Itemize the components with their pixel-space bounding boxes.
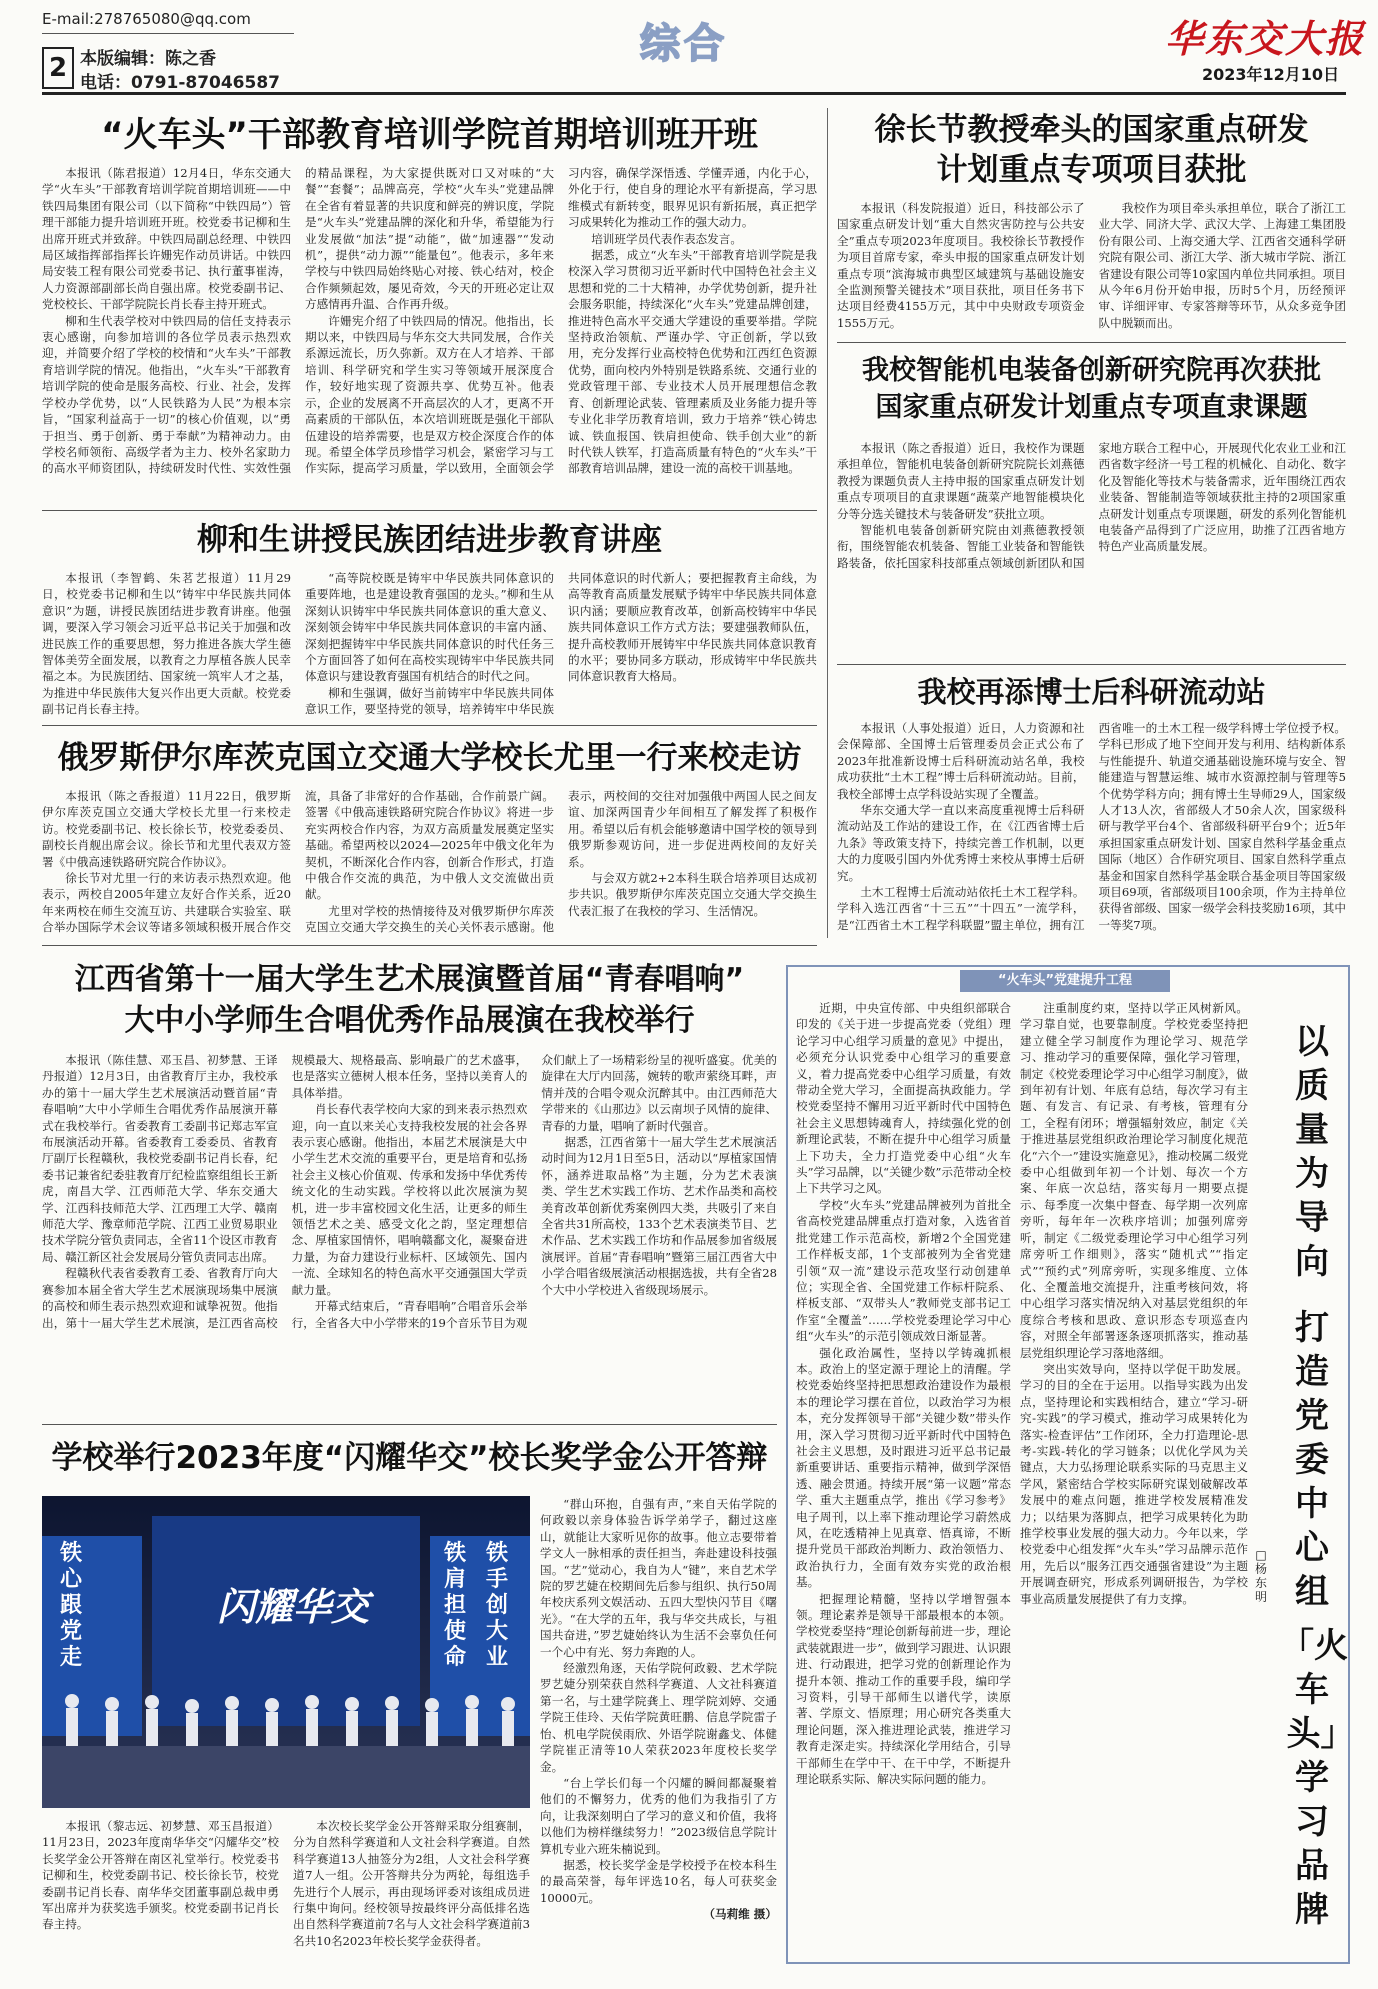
article-paragraph: 本报讯（李智鹤、朱茗艺报道）11月29日，校党委书记柳和生以“铸牢中华民族共同体意识”为题，讲授民族团结进步教育讲座。他强调，要深入学习领会习近平总书记关于加强和改进民族工作的重要思想，努力推进各族大学生德智体美劳全面发展，以教育之力厚植各族人民幸福之本。为民族团结、国家统一筑牢人才之基，为推进中华民族伟大复兴作出更大贡献。校党委副书记肖长春主持。 [42, 571, 291, 717]
article-paragraph: “台上学长们每一个闪耀的瞬间都凝聚着他们的不懈努力，优秀的他们为我指引了方向，让我深刻明白了学习的意义和价值，我将以他们为榜样继续努力！”2023级信息学院计算机专业六班朱楠说到。 [540, 1775, 777, 1856]
photo-banner-left: 铁心跟党走 [60, 1541, 83, 1670]
article-paragraph: 土木工程博士后流动站依托土木工程学科。学科入选江西省“十三五”“十四五”一流学科，是“江西省土木工程学科联盟”盟主单位，拥有江西省唯一的土木工程一级学科博士学位授予权。学科已形成了地下空间开发与利用、结构新体系与性能提升、轨道交通基础设施环境与安全、智能建造与智慧运维、城市水资源控制与管理等5个优势学科方向；拥有博士生导师29人，国家级人才13人次，省部级人才50余人次，国家级科研与教学平台4个、省部级科研平台9个；近5年承担国家重点研发计划、国家自然科学基金重点国际（地区）合作研究项目、国家自然科学重点基金和国家自然科学基金联合基金项目等国家级项目69项，省部级项目100余项，作为主持单位获得省部级、国家一级学会科技奖励16项，其中一等奖7项。 [837, 721, 1346, 932]
article-paragraph: 把握理论精髓，坚持以学增智强本领。理论素养是领导干部最根本的本领。学校党委坚持“理论创新每前进一步，理论武装就跟进一步”，做到学习跟进、认识跟进、行动跟进，把学习党的创新理论作为提升本领、推动工作的重要手段，编印学习资料，引导干部师生以谱代学，读原著、学原文、悟原理；用心研究各类重大理论问题，深入推进理论武装，推进学习教育走深走实。持续深化学用结合，引导干部师生在学中干、在干中学，不断提升理论联系实际、解决实际问题的能力。 [796, 1591, 1011, 1787]
photo-banner-right-2: 铁手创大业 [486, 1541, 509, 1670]
article-2-body [42, 570, 817, 718]
article-paragraph: 程赣秋代表省委教育工委、省教育厅向大赛参加本届全省大学生艺术展演现场集中展演的高校和师生表示热烈欢迎和诚挚祝贺。他指出，第十一届大学生艺术展演，是江西省高校规模最大、规格最高、影响最广的艺术盛事，也是落实立德树人根本任务，坚持以美育人的具体举措。 [42, 1053, 528, 1330]
article-4-body [42, 1052, 777, 1414]
article-6-body [837, 200, 1346, 332]
photo-banner-right-1: 铁肩担使命 [444, 1541, 467, 1670]
masthead-logo: 华东交大报 [1165, 16, 1366, 61]
article-paragraph: 本报讯（陈君报道）12月4日，华东交通大学“火车头”干部教育培训学院首期培训班——中铁四局集团有限公司（以下简称“中铁四局”）管理干部能力提升培训班开班。校党委书记柳和生出席开班式并致辞。中铁四局副总经理、中铁四局区域指挥部指挥长许姗宪作动员讲话。中铁四局安装工程有限公司党委书记、执行董事崔涛，人力资源部副部长尚自强出席。校党委副书记、党校校长、干部学院院长肖长春主持开班式。 [42, 166, 291, 312]
article-paragraph: 培训班学员代表作表态发言。 [591, 231, 742, 246]
section-label: 综合 [640, 21, 728, 67]
photo-stage-caption: 闪耀华交 [217, 1585, 370, 1629]
header-phone: 电话：0791-87046587 [80, 73, 280, 93]
photo-credit: （马莉维 摄） [703, 1907, 777, 1922]
article-paragraph: 柳和生代表学校对中铁四局的信任支持表示衷心感谢，向参加培训的各位学员表示热烈欢迎，并简要介绍了学校的校情和“火车头”干部教育培训学院的情况。他指出，“火车头”干部教育培训学院的使命是服务高校、行业、社会，发挥学校办学优势，以“人民铁路为人民”为根本宗旨，“国家利益高于一切”的核心价值观，以“勇于担当、勇于创新、勇于奉献”为精神动力。由学校名师领衔、高级学者为主力、校外名家助力的高水平师资团队，持续研发时代性、实效性强的精品课程，为大家提供既对口又对味的“大餐”“套餐”；品牌高亮，学校“火车头”党建品牌在全省有着显著的共识度和鲜亮的辨识度，学院是“火车头”党建品牌的深化和升华，希望能为行业发展做“加法”提“动能”，做“加速器”“发动机”，提供“动力源”“能量包”。他表示，多年来学校与中铁四局始终贴心对接、铁心结对，校企合作频频起效，屡见奇效，今天的开班必定让双方感情再升温、合作再升级。 [42, 166, 554, 476]
article-paragraph: 许姗宪介绍了中铁四局的情况。他指出，长期以来，中铁四局与华东交大共同发展，合作关系源远流长，历久弥新。双方在人才培养、干部培训、科学研究和学生实习等领域开展深度合作，较好地实现了资源共享、优势互补。他表示，企业的发展离不开高层次的人才，更离不开高素质的干部队伍，本次培训班既是强化干部队伍建设的培养需要，也是双方校企深度合作的体现。希望全体学员珍惜学习机会，紧密学习与工作实际，提高学习质量，学以致用，全面领会学习内容，确保学深悟透、学懂弄通，内化于心，外化于行，使自身的理论水平有新提高，学习思维模式有新转变，眼界见识有新拓展，真正把学习成果转化为推动工作的强大动力。 [305, 166, 817, 476]
article-8-body [837, 720, 1346, 942]
article-paragraph: 尤里对学校的热情接待及对俄罗斯伊尔库茨克国立交通大学交换生的关心关怀表示感谢。他表示，两校间的交往对加强俄中两国人民之间友谊、加深两国青少年间相互了解发挥了积极作用。希望以后有机会能够邀请中国学校的领导到俄罗斯参观访问，进一步促进两校间的友好关系。 [305, 789, 817, 935]
headline-article-9 [1280, 1020, 1348, 1932]
article-paragraph: 开幕式结束后，“青春唱响”合唱音乐会举行，全省各大中小学带来的19个音乐节目为观众们献上了一场精彩纷呈的视听盛宴。优美的旋律在大厅内回荡，婉转的歌声萦绕耳畔，声情并茂的合唱令观众沉醉其中。由江西师范大学带来的《山那边》以云南坝子风情的旋律、青春的力量，唱响了新时代强音。 [291, 1053, 777, 1330]
article-paragraph: 华东交通大学一直以来高度重视博士后科研流动站及工作站的建设工作，在《江西省博士后九条》等政策支持下，持续完善工作机制，以更大的力度吸引国内外优秀博士来校从事博士后研究。 [837, 803, 1085, 883]
article-paragraph: 柳和生强调，做好当前铸牢中华民族共同体意识工作，要坚持党的领导，培养铸牢中华民族共同体意识的时代新人；要把握教育主命线，为高等教育高质量发展赋予铸牢中华民族共同体意识内涵；要顺应教育改革，创新高校铸牢中华民族共同体意识工作方式方法；要建强教师队伍，提升高校教师开展铸牢中华民族共同体意识教育的水平；要协同多方联动，形成铸牢中华民族共同体意识教育大格局。 [305, 571, 817, 717]
header-email: E-mail:278765080@qq.com [42, 10, 251, 28]
article-paragraph: “群山环抱，自强有声，”来自天佑学院的何政毅以亲身体验告诉学弟学子，翻过这座山，就能让大家听见你的故事。他立志要带着学文人一脉相承的责任担当，奔赴建设科技强国。“艺”觉动心，我自为人“键”，来自艺术学院的罗艺婕在校期间先后参与组织、执行50周年校庆系列文娱活动、五四大型快闪节目《曙光》。“在大学的五年，我与华交共成长，与祖国共奋进，”罗艺婕始终认为生活不会辜负任何一个心中有光、努力奔跑的人。 [540, 1497, 777, 1659]
headline-article-9-line-1: 以质量为导向 [1295, 1022, 1329, 1282]
headline-article-2: 柳和生讲授民族团结进步教育讲座 [197, 522, 662, 558]
article-paragraph: 据悉，成立“火车头”干部教育培训学院是我校深入学习贯彻习近平新时代中国特色社会主义思想和党的二十大精神，办学优势创新，提升社会服务职能，持续深化“火车头”党建品牌创建，推进特色高水平交通大学建设的重要举措。学院坚持政治领航、严谨办学、守正创新，学以致用，充分发挥行业高校特色优势和江西红色资源优势，面向校内外特别是铁路系统、交通行业的党政管理干部、专业技术人员开展理想信念教育、创新理论武装、管理素质及业务能力提升等专业化非学历教育培训，致力于培养“铁心铸忠诚、铁血报国、铁肩担使命、铁手创大业”的新时代铁人铁军，打造高质量有特色的“火车头”干部教育培训品牌，建设一流的高校干训基地。 [568, 248, 817, 476]
article-paragraph: 学校“火车头”党建品牌被列为首批全省高校党建品牌重点打造对象，入选省首批党建工作示范高校，新增2个全国党建工作样板支部，1个支部被列为全省党建引领“双一流”建设示范攻坚行动创建单位；实现全省、全国党建工作标杆院系、样板支部、“双带头人”教师党支部书记工作室“全覆盖”……学校党委理论学习中心组“火车头”的示范引领成效日渐显著。 [796, 1197, 1011, 1344]
article-paragraph: 本报讯（人事处报道）近日，人力资源和社会保障部、全国博士后管理委员会正式公布了2023年批准新设博士后科研流动站名单，我校成功获批“土木工程”博士后科研流动站。目前，我校全部博士点学科设站实现了全覆盖。 [837, 721, 1085, 801]
header-editor: 本版编辑：陈之香 [80, 49, 216, 69]
article-paragraph: 徐长节对尤里一行的来访表示热烈欢迎。他表示，两校自2005年建立友好合作关系，近20年来两校在师生交流互访、共建联合实验室、联合举办国际学术会议等诸多领域积极开展合作交流，具备了非常好的合作基础，合作前景广阔。签署《中俄高速铁路研究院合作协议》将进一步充实两校合作内容，为双方高质量发展奠定坚实基础。希望两校以2024—2025年中俄文化年为契机，不断深化合作内容，创新合作形式，打造中俄合作交流的典范，为中俄人文交流做出贡献。 [42, 789, 554, 935]
article-paragraph: 强化政治属性，坚持以学铸魂抓根本。政治上的坚定源于理论上的清醒。学校党委始终坚持把思想政治建设作为最根本的理论学习摆在首位，以政治学习为根本，充分发挥领导干部“关键少数”带头作用，深入学习贯彻习近平新时代中国特色社会主义思想，及时跟进习近平总书记最新重要讲话、重要指示精神，做到学深悟透、融会贯通。持续开展“第一议题”常态学、重大主题重点学，推出《学习参考》电子周刊，以上率下推动理论学习蔚然成风，在吃透精神上见真章、悟真谛，不断提升党员干部政治判断力、政治领悟力、政治执行力，全面有效夯实党的政治根基。 [796, 1345, 1011, 1590]
article-paragraph: 注重制度约束，坚持以学正风树新风。学习靠自觉，也要靠制度。学校党委坚持把建立健全学习制度作为理论学习、规范学习、推动学习的重要保障，强化学习管理，制定《校党委理论学习中心组学习制度》，做到年初有计划、年底有总结，每次学习有主题、有发言、有记录、有考核，管理有分工，全程有闭环；增强辐射效应，制定《关于推进基层党组织政治理论学习制度化规范化“六个一”建设实施意见》，推动校属二级党委中心组做到年初一个计划、每次一个方案、年底一次总结，落实每月一期要点提示、每季度一次集中督查、每学期一次列席旁听，每年年一次秩序培训；加强列席旁听，制定《二级党委理论学习中心组学习列席旁听工作细则》，落实“随机式”“指定式”“预约式”列席旁听，实现多维度、立体化、全覆盖地交流提升，注重考核问效，将中心组学习落实情况纳入对基层党组织的年度综合考核和思政、意识形态专项巡查内容，对照全年部署逐条逐项抓落实，推动基层党组织理论学习落地落细。 [1020, 1001, 1248, 1360]
article-paragraph: 本报讯（科发院报道）近日，科技部公示了国家重点研发计划“重大自然灾害防控与公共安全”重点专项2023年度项目。我校徐长节教授作为项目首席专家，牵头申报的国家重点研发计划重点专项“滨海城市典型区域建筑与基础设施安全监测预警关键技术”项目获批，项目任务书下达项目经费4155万元，其中中央财政专项资金1555万元。 [837, 201, 1085, 330]
article-paragraph: “高等院校既是铸牢中华民族共同体意识的重要阵地，也是建设教育强国的龙头。”柳和生从深刻认识铸牢中华民族共同体意识的重大意义、深刻领会铸牢中华民族共同体意识的丰富内涵、深刻把握铸牢中华民族共同体意识的时代任务三个方面回答了如何在高校实现铸牢中华民族共同体意识与建设教育强国有机结合的时代之问。 [305, 571, 554, 684]
article-3-body [42, 788, 817, 936]
issue-date: 2023年12月10日 [1202, 65, 1340, 84]
headline-article-7-line-1: 我校智能机电装备创新研究院再次获批 [862, 355, 1321, 386]
article-paragraph: 突出实效导向，坚持以学促干助发展。学习的目的全在于运用。以指导实践为出发点，坚持理论和实践相结合，建立“学习-研究-实践”的学习模式，推动学习成果转化为落实-检查评估”工作闭环，全力打造理论-思考-实践-转化的学习链条；以优化学风为关键点，大力弘扬理论联系实际的马克思主义学风，紧密结合学校实际研究谋划破解改革发展中的难点问题，推进学校发展精准发力；以结果为落脚点，把学习成果转化为助推学校事业发展的强大动力。今年以来，学校党委中心组发挥“火车头”学习品牌示范作用，先后以“服务江西交通强省建设”为主题开展调查研究，形成系列调研报告，为学校事业高质量发展提供了有力支撑。 [1020, 1361, 1248, 1606]
article-paragraph: 本报讯（陈之香报道）近日，我校作为课题承担单位，智能机电装备创新研究院院长刘燕德教授为课题负责人主持申报的国家重点研发计划重点专项项目的直隶课题“蔬菜产地智能模块化分等分选关键技术与装备研发”获批立项。 [837, 441, 1085, 521]
article-paragraph: 智能机电装备创新研究院由刘燕德教授领衔，围绕智能农机装备、智能工业装备和智能铁路装备，依托国家科技部重点领域创新团队和国家地方联合工程中心，开展现代化农业工业和江西省数字经济一号工程的机械化、自动化、数字化及智能化等技术与装备需求，近年围绕江西农业装备、智能制造等领域获批主持的2项国家重点研发计划重点专项课题，研发的系列化智能机电装备产品得到了广泛应用，助推了江西省地方特色产业高质量发展。 [837, 441, 1346, 570]
headline-article-8: 我校再添博士后科研流动站 [917, 675, 1266, 709]
headline-article-9-line-3: 「火车头」学习品牌 [1280, 1626, 1348, 1930]
headline-article-1: “火车头”干部教育培训学院首期培训班开班 [101, 115, 758, 155]
article-paragraph: 经激烈角逐，天佑学院何政毅、艺术学院罗艺婕分别荣获自然科学赛道、人文社科赛道第一名，与土建学院龚上、理学院刘婷、交通学院王佳玲、天佑学院黄旺鹏、信息学院雷子怡、机电学院侯雨欣、外语学院谢鑫戈、体健学院崔正清等10人荣获2023年度校长奖学金。 [540, 1661, 777, 1774]
article-9-body-col-2 [1020, 1000, 1248, 1955]
article-paragraph: 肖长春代表学校向大家的到来表示热烈欢迎，向一直以来关心支持我校发展的社会各界表示衷心感谢。他指出，本届艺术展演是大中小学生艺术交流的重要平台，更是培育和弘扬社会主义核心价值观、传承和发扬中华优秀传统文化的生动实践。学校将以此次展演为契机，进一步丰富校园文化生活，让更多的师生领悟艺术之美、感受文化之韵，坚定理想信念、厚植家国情怀，唱响赣鄱文化，凝聚奋进力量，为奋力建设行业标杆、区域领先、国内一流、全球知名的特色高水平交通强国大学贡献力量。 [291, 1102, 528, 1297]
headline-article-5: 学校举行2023年度“闪耀华交”校长奖学金公开答辩 [51, 1440, 768, 1476]
article-paragraph: 本报讯（陈之香报道）11月22日，俄罗斯伊尔库茨克国立交通大学校长尤里一行来校走访。校党委副书记、校长徐长节，校党委委员、副校长肖舰出席会议。徐长节和尤里代表双方签署《中俄高速铁路研究院合作协议》。 [42, 789, 291, 869]
article-paragraph: 据悉，校长奖学金是学校授予在校本科生的最高荣誉，每年评选10名，每人可获奖金10000元。 [540, 1857, 777, 1905]
article-paragraph: 本报讯（陈佳慧、邓玉昌、初梦慧、王译丹报道）12月3日，由省教育厅主办，我校承办的第十一届大学生艺术展演活动暨首届“青春唱响”大中小学师生合唱优秀作品展演开幕式在我校举行。省委教育工委副书记郑志军宣布展演活动开幕。省委教育工委委员、省教育厅副厅长程赣秋，我校党委副书记肖长春，纪委书记兼省纪委驻教育厅纪检监察组组长王新虎，南昌大学、江西师范大学、华东交通大学、江西科技师范大学、江西理工大学、赣南师范大学、豫章师范学院、江西工业贸易职业技术学院分管负责同志，全省11个设区市教育局、赣江新区社会发展局分管负责同志出席。 [42, 1053, 278, 1264]
article-paragraph: 与会双方就2+2本科生联合培养项目达成初步共识。俄罗斯伊尔库茨克国立交通大学交换生代表汇报了在我校的学习、生活情况。 [568, 871, 817, 918]
article-paragraph: 我校作为项目牵头承担单位，联合了浙江工业大学、同济大学、武汉大学、上海建工集团股份有限公司、上海交通大学、江西省交通科学研究院有限公司、浙江大学、浙大城市学院、浙江省建设有限公司等10家国内单位共同承担。项目从今年6月份开始申报，历时5个月，历经预评审、详细评审、专家答辩等环节，从众多竞争团队中脱颖而出。 [1098, 201, 1346, 330]
headline-article-4-line-1: 江西省第十一届大学生艺术展演暨首届“青春唱响” [74, 962, 745, 997]
headline-article-6-line-1: 徐长节教授牵头的国家重点研发 [874, 112, 1309, 148]
article-1-body [42, 165, 817, 503]
article-paragraph: 据悉，江西省第十一届大学生艺术展演活动时间为12月1日至5日，活动以“厚植家国情怀，涵养进取品格”为主题，分为艺术表演类、学生艺术实践工作坊、艺术作品类和高校美育改革创新优秀案例四大类，共吸引了来自全省共31所高校，133个艺术表演类节目、艺术作品、艺术实践工作坊和作品展参加省级展演展评。首届“青春唱响”暨第三届江西省大中小学合唱省级展演活动根据选拔，共有全省28个大中小学校进入省级现场展示。 [541, 1135, 777, 1297]
article-5-body-right [540, 1496, 777, 1966]
article-9-body-col-1 [796, 1000, 1011, 1955]
headline-article-6-line-2: 计划重点专项项目获批 [936, 152, 1247, 188]
award-ceremony-photo [42, 1496, 530, 1808]
headline-article-9-line-2: 打造党委中心组 [1295, 1308, 1329, 1612]
article-paragraph: 本报讯（黎志远、初梦慧、邓玉昌报道）11月23日，2023年度南华华交“闪耀华交”校长奖学金公开答辩在南区礼堂举行。校党委书记柳和生，校党委副书记、校长徐长节，校党委副书记肖长春、南华华交团董事副总裁申勇军出席并为获奖选手颁奖。校党委副书记肖长春主持。 [42, 1819, 279, 1932]
article-paragraph: 近期，中央宣传部、中央组织部联合印发的《关于进一步提高党委（党组）理论学习中心组学习质量的意见》中提出，必须充分认识党委中心组学习的重要意义，着力提高党委中心组学习质量，有效带动全党大学习，全面提高执政能力。学校党委坚持不懈用习近平新时代中国特色社会主义思想铸魂育人，持续强化党的创新理论武装，不断在提升中心组学习质量上下功夫，全力打造党委中心组“火车头”学习品牌，以“关键少数”示范带动全校上下共学习之风。 [796, 1001, 1011, 1196]
headline-article-3: 俄罗斯伊尔库茨克国立交通大学校长尤里一行来校走访 [57, 740, 802, 776]
page-number: 2 [42, 47, 74, 89]
article-5-body-left [42, 1818, 530, 1966]
article-7-body [837, 440, 1346, 656]
headline-article-7-line-2: 国家重点研发计划重点专项直隶课题 [875, 392, 1308, 423]
feature-box-tag: “火车头”党建提升工程 [960, 970, 1170, 992]
headline-article-4-line-2: 大中小学师生合唱优秀作品展演在我校举行 [124, 1003, 695, 1038]
article-paragraph: 本次校长奖学金公开答辩采取分组赛制，分为自然科学赛道和人文社会科学赛道。自然科学赛道13人抽签分为2组，人文社会科学赛道7人一组。公开答辩共分为两轮，每组选手先进行个人展示，再由现场评委对该组成员进行集中询问。经校领导按最终评分高低排名选出自然科学赛道前7名与人文社会科学赛道前3名共10名2023年校长奖学金获得者。 [293, 1819, 530, 1948]
article-9-author: □杨东明 [1254, 1548, 1267, 1604]
